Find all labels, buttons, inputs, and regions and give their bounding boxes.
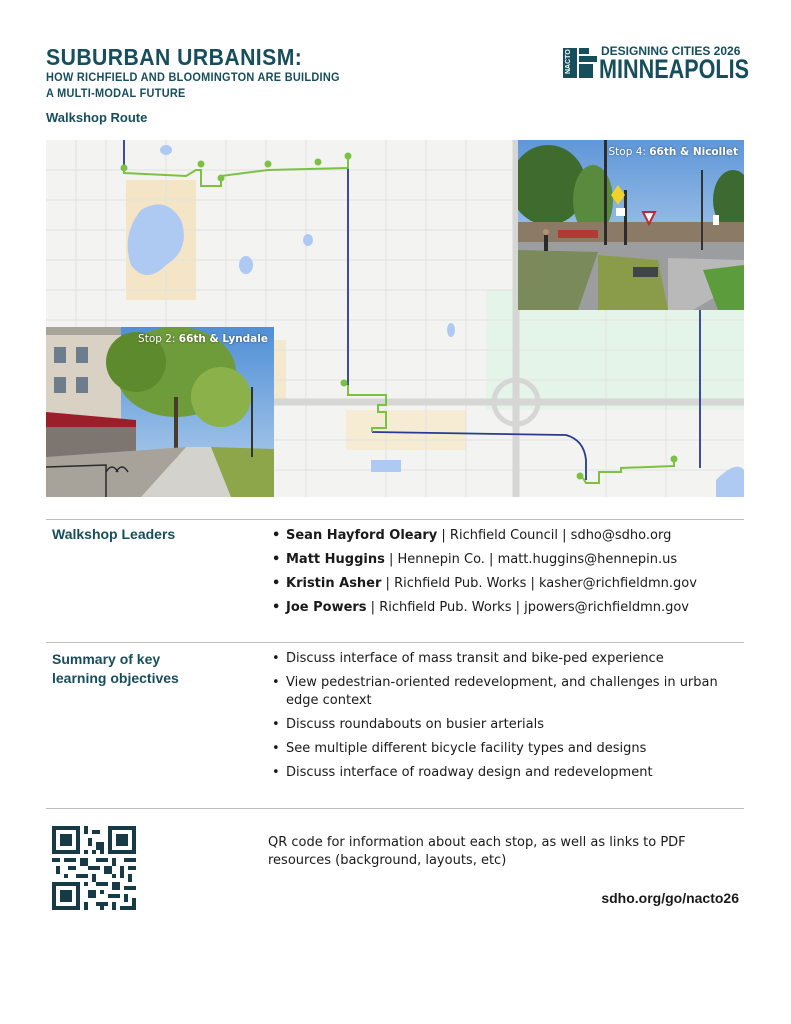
section-heading: Walkshop Route [46,110,148,125]
stop-2-photo [46,327,274,497]
nacto-wordmark: NACTO [565,49,572,74]
conference-name: DESIGNING CITIES 2026 [601,44,741,58]
qr-url-link[interactable]: sdho.org/go/nacto26 [601,890,739,906]
list-item [272,527,697,545]
leader-details: | Richfield Pub. Works | kasher@richfieldmn.gov [381,576,697,591]
stop-2-photo-image [46,327,274,497]
divider [46,808,744,809]
leaders-list [272,527,697,623]
conference-city: MINNEAPOLIS [599,54,750,84]
leader-details: | Hennepin Co. | matt.huggins@hennepin.us [384,552,678,567]
list-item [272,551,697,569]
stop-4-caption-prefix: Stop 4: [608,146,650,158]
route-map [46,140,744,497]
leaders-label: Walkshop Leaders [52,526,176,542]
nacto-logo [563,44,750,84]
stop-4-caption [608,146,738,158]
qr-description: QR code for information about each stop, as well as links to PDF resources (background, layouts, etc) [268,835,686,868]
stop-2-caption-name: 66th & Lyndale [178,333,268,345]
list-item [272,599,697,617]
leader-details: | Richfield Council | sdho@sdho.org [437,528,672,543]
list-item: • Discuss interface of roadway design and redevelopment [272,764,732,782]
leader-details: | Richfield Pub. Works | jpowers@richfieldmn.gov [366,600,690,615]
document-header [46,44,355,125]
list-item [272,575,697,593]
list-item: • See multiple different bicycle facility types and designs [272,740,732,758]
divider [46,519,744,520]
stop-2-caption-prefix: Stop 2: [138,333,179,345]
list-item: • Discuss interface of mass transit and bike-ped experience [272,650,732,668]
leader-name: Kristin Asher [286,576,382,591]
leader-name: Sean Hayford Oleary [286,528,438,543]
stop-4-photo [518,140,744,310]
divider [46,642,744,643]
leader-name: Matt Huggins [286,552,385,567]
objectives-label [52,650,179,688]
leader-name: Joe Powers [286,600,367,615]
objectives-label-line2: learning objectives [52,670,179,686]
page-title: SUBURBAN URBANISM: [46,44,303,70]
page-subtitle-line1: HOW RICHFIELD AND BLOOMINGTON ARE BUILDING [46,72,340,84]
stop-4-caption-name: 66th & Nicollet [649,146,738,158]
stop-2-caption [138,333,268,345]
objectives-label-line1: Summary of key [52,651,161,667]
qr-code[interactable] [52,826,136,910]
objectives-list [272,650,732,788]
stop-4-photo-image [518,140,744,310]
page-subtitle-line2: A MULTI-MODAL FUTURE [46,88,186,100]
list-item: • Discuss roundabouts on busier arterials [272,716,732,734]
list-item: • View pedestrian-oriented redevelopment, and challenges in urban edge context [272,674,732,710]
